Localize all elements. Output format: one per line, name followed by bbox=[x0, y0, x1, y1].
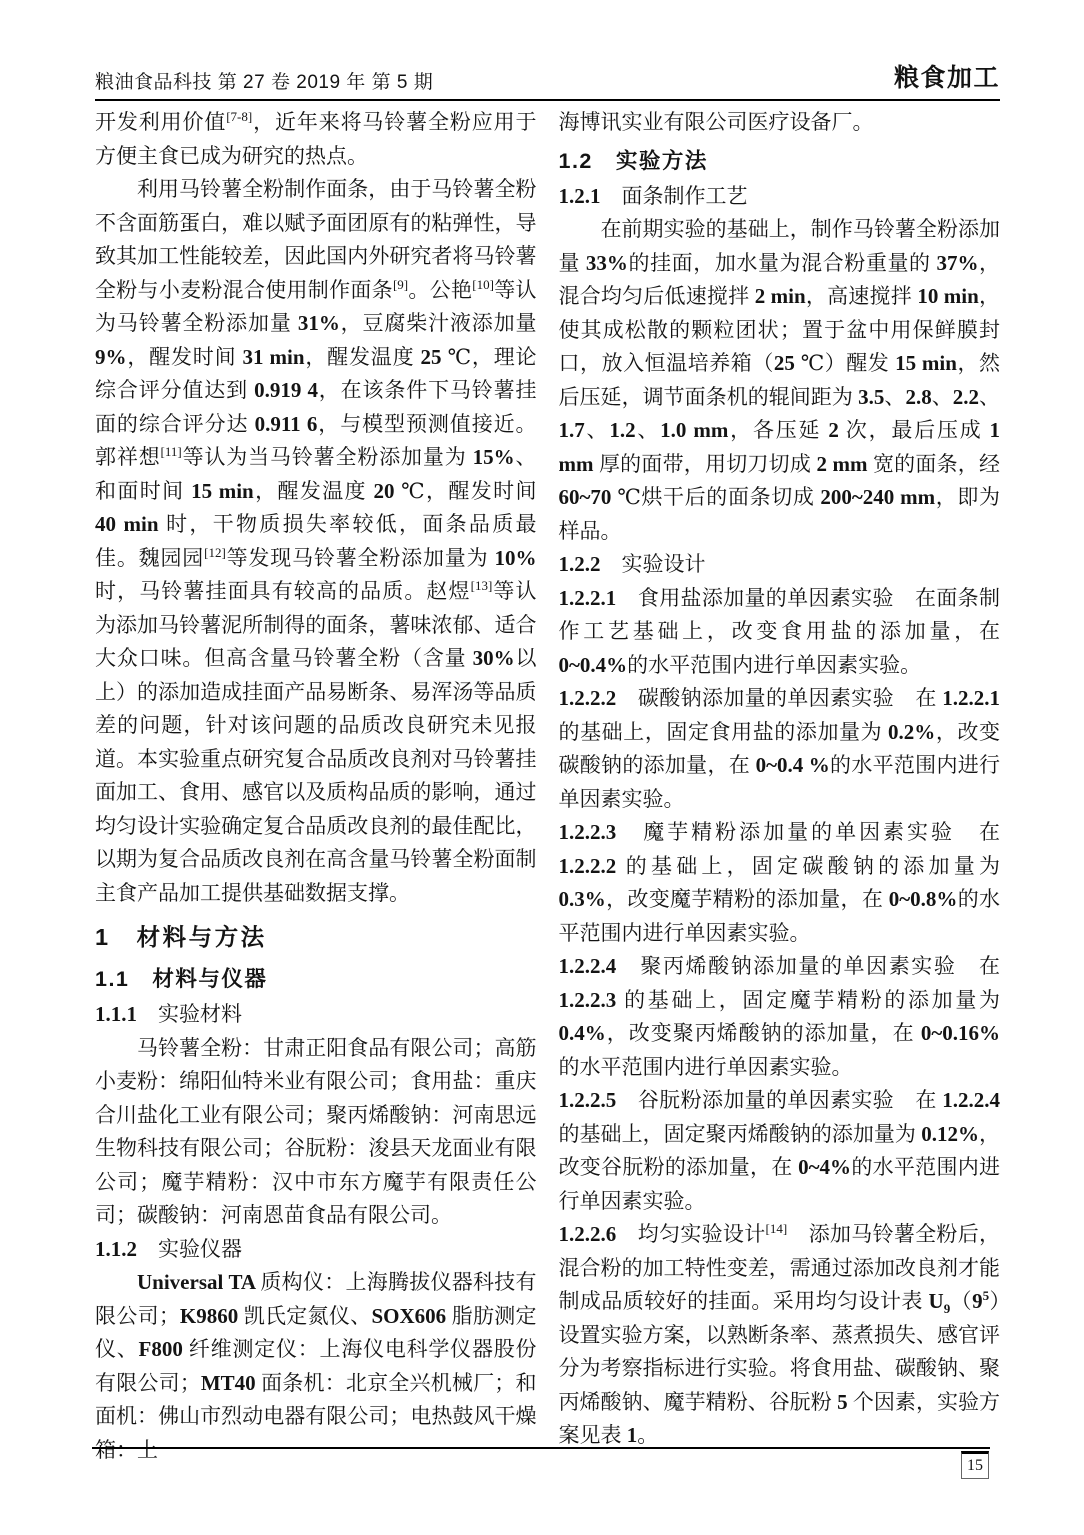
text-run: 1 材料与方法 bbox=[95, 924, 267, 950]
text-run: ℃烘干后的面条切成 bbox=[617, 485, 821, 510]
journal-section-label: 粮食加工 bbox=[893, 64, 1000, 92]
text-run: 、 bbox=[979, 384, 1001, 409]
text-run: 碳酸钠添加量的单因素实验 在 bbox=[616, 686, 943, 711]
text-run: 2.8 bbox=[905, 384, 932, 409]
text-run: 实验材料 bbox=[137, 1002, 242, 1027]
text-run: 谷朊粉添加量的单因素实验 在 bbox=[616, 1088, 943, 1113]
text-run: 等认为马铃薯全粉添加量 bbox=[95, 277, 537, 335]
text-run: 25 bbox=[773, 351, 801, 376]
text-run: 0.4% bbox=[558, 1021, 606, 1046]
text-run: 33% bbox=[585, 250, 628, 275]
text-run: 宽的面条，经 bbox=[867, 451, 1000, 476]
reference-superscript: [7-8] bbox=[226, 109, 253, 124]
text-run: 、 bbox=[884, 384, 906, 409]
text-run: 40 min bbox=[95, 512, 159, 536]
text-run: 9% bbox=[95, 344, 127, 369]
text-run: 个因素，实验方案见表 bbox=[558, 1389, 1001, 1448]
text-run: 1 mm bbox=[558, 418, 1001, 476]
text-run: 15 min bbox=[895, 351, 957, 376]
text-run: 添加马铃薯全粉后，混合粉的加工特性变差，需通过添加改良剂才能制成品质较好的挂面。采用均匀设计表 bbox=[558, 1222, 1000, 1314]
reference-superscript: [11] bbox=[160, 444, 182, 459]
text-run: 20 bbox=[373, 478, 402, 503]
text-run: ，改变谷朊粉的添加量，在 bbox=[558, 1121, 1001, 1180]
text-run: 次，最后压成 bbox=[838, 418, 990, 443]
text-run: 10% bbox=[494, 545, 537, 570]
text-run: ，各压延 bbox=[728, 418, 829, 443]
text-run: 等发现马铃薯全粉添加量为 bbox=[225, 545, 495, 570]
text-run: ，改变聚丙烯酸钠的添加量，在 bbox=[605, 1021, 921, 1046]
text-run: 。公艳 bbox=[408, 277, 473, 302]
text-run: 、和面时间 bbox=[95, 445, 537, 503]
paragraph bbox=[95, 106, 537, 173]
paragraph bbox=[559, 682, 1001, 816]
text-run: 、 bbox=[931, 384, 953, 409]
text-run: ，豆腐柴汁液添加量 bbox=[339, 311, 537, 335]
text-run: 1.0 mm bbox=[660, 418, 729, 443]
text-run: 1.2.2.2 bbox=[558, 686, 617, 711]
footer-rule bbox=[92, 1447, 990, 1449]
text-run: 纤维测定仪：上海仪电科学仪器股份有限公司； bbox=[95, 1337, 537, 1395]
text-run: U bbox=[928, 1289, 944, 1314]
two-column-body bbox=[95, 106, 1000, 1467]
text-run: ，近年来将马铃薯全粉应用于方便主食已成为研究的热点。 bbox=[95, 110, 537, 168]
section-heading bbox=[95, 998, 537, 1032]
text-run: 0~0.16% bbox=[920, 1021, 1000, 1046]
paragraph bbox=[559, 816, 1001, 950]
paragraph bbox=[95, 1266, 537, 1467]
text-run: 2.2 bbox=[952, 384, 979, 409]
text-run: 1.2.2.3 bbox=[558, 987, 617, 1012]
text-run: 1.1 材料与仪器 bbox=[95, 966, 268, 991]
page-header bbox=[95, 58, 1000, 101]
reference-superscript: [12] bbox=[204, 544, 226, 560]
text-run: ，高速搅拌 bbox=[805, 284, 918, 309]
text-run: 1.2.2.2 bbox=[558, 853, 617, 878]
text-run: 以上）的添加造成挂面产品易断条、易浑汤等品质差的问题，针对该问题的品质改良研究未见报道。本实验重点研究复合品质改良剂对马铃薯挂面加工、食用、感官以及质构品质的影响，通过均匀设计实验确定复合品质改良剂的最佳配比，以期为复合品质改良剂在高含量马铃薯全粉面制主食产品加工提供基础数据支撑。 bbox=[95, 646, 537, 905]
text-run: （ bbox=[950, 1289, 973, 1314]
text-run: 1.2.2.4 bbox=[942, 1088, 1000, 1113]
text-run: 1.2.2 bbox=[558, 552, 601, 577]
section-heading bbox=[95, 962, 537, 996]
text-run: 。 bbox=[637, 1423, 659, 1448]
text-run: SOX606 bbox=[371, 1303, 452, 1328]
paragraph bbox=[559, 950, 1001, 1084]
text-run: 的基础上，固定食用盐的添加量为 bbox=[558, 719, 889, 744]
text-run: 时，干物质损失率较低，面条品质最佳。魏园园 bbox=[95, 512, 537, 570]
text-run: 200~240 mm bbox=[820, 485, 936, 510]
text-run: 1.2.2.4 bbox=[558, 954, 617, 979]
text-run: 实验仪器 bbox=[137, 1236, 242, 1261]
section-heading bbox=[559, 548, 1001, 582]
text-run: 15% bbox=[472, 445, 515, 469]
text-run: ℃，醒发时间 bbox=[401, 478, 537, 503]
reference-superscript: [13] bbox=[470, 578, 493, 593]
text-run: 0~0.4% bbox=[558, 652, 628, 677]
text-run: 的基础上，固定聚丙烯酸钠的添加量为 bbox=[558, 1121, 922, 1146]
text-run: 的挂面，加水量为混合粉重量的 bbox=[627, 250, 937, 275]
text-run: 2 bbox=[828, 418, 839, 443]
text-run: 0.2% bbox=[888, 719, 936, 744]
text-run: 开发利用价值 bbox=[95, 110, 227, 134]
text-run: 聚丙烯酸钠添加量的单因素实验 在 bbox=[616, 954, 1000, 979]
text-run: ，使其成松散的颗粒团状；置于盆中用保鲜膜封口，放入恒温培养箱（ bbox=[558, 284, 1001, 376]
text-run: Universal TA bbox=[137, 1270, 261, 1295]
text-run: 9 bbox=[972, 1289, 983, 1314]
text-run: 的水平范围内进行单因素实验。 bbox=[558, 753, 1001, 811]
text-run: 1.2 实验方法 bbox=[558, 148, 708, 173]
text-run: 2 min bbox=[754, 284, 806, 309]
section-heading bbox=[559, 144, 1001, 178]
text-run: ，与模型预测值接近。郭祥想 bbox=[95, 411, 537, 469]
text-run: 1.1.2 bbox=[95, 1236, 137, 1261]
text-run: 31% bbox=[297, 311, 340, 335]
text-run: 魔芋精粉添加量的单因素实验 在 bbox=[616, 820, 1000, 845]
text-run: 海博讯实业有限公司医疗设备厂。 bbox=[558, 110, 874, 134]
text-run: 面条机：北京全兴机械厂；和面机：佛山市烈动电器有限公司；电热鼓风干燥箱：上 bbox=[95, 1370, 537, 1462]
text-run: 0~4% bbox=[798, 1155, 852, 1180]
text-run: 等认为当马铃薯全粉添加量为 bbox=[181, 445, 473, 469]
text-run: 60~70 bbox=[558, 485, 618, 510]
text-run: 实验设计 bbox=[600, 552, 706, 577]
paragraph bbox=[559, 106, 1001, 140]
text-run: 0.911 6 bbox=[254, 411, 318, 436]
paragraph bbox=[95, 1032, 537, 1233]
section-heading bbox=[95, 918, 537, 958]
paragraph bbox=[95, 173, 537, 910]
text-run: 37% bbox=[936, 250, 979, 275]
text-run: 1.2.2.6 bbox=[558, 1222, 617, 1247]
text-run: 1.2.2.1 bbox=[942, 686, 1000, 711]
reference-superscript: [10] bbox=[472, 276, 494, 292]
text-run: 食用盐添加量的单因素实验 在面条制作工艺基础上，改变食用盐的添加量，在 bbox=[558, 585, 1000, 644]
page-number: 15 bbox=[961, 1451, 989, 1479]
text-run: ℃，理论综合评分值达到 bbox=[95, 344, 537, 402]
paragraph bbox=[559, 1084, 1001, 1218]
text-run: ，醒发温度 bbox=[304, 344, 421, 369]
text-run: 的水平范围内进行单因素实验。 bbox=[627, 652, 922, 677]
journal-issue-line: 粮油食品科技 第 27 卷 2019 年 第 5 期 bbox=[95, 72, 434, 93]
text-run: 均匀实验设计 bbox=[616, 1222, 766, 1247]
text-run: 0~0.4 % bbox=[755, 753, 830, 778]
text-run: ，醒发时间 bbox=[126, 344, 243, 369]
reference-superscript: [9] bbox=[392, 276, 409, 292]
text-run: 、 bbox=[635, 418, 661, 443]
text-run: 1.1.1 bbox=[95, 1002, 137, 1027]
text-run: 10 min bbox=[917, 284, 979, 309]
text-run: 凯氏定氮仪、 bbox=[243, 1303, 372, 1328]
text-run: 0~0.8% bbox=[888, 887, 958, 912]
text-run: 脂肪测定仪、 bbox=[95, 1303, 537, 1362]
text-run: 面条制作工艺 bbox=[600, 183, 748, 208]
text-run: 31 min bbox=[242, 344, 305, 369]
text-run: 2 mm bbox=[816, 451, 868, 476]
text-run: ，在该条件下马铃薯挂面的综合评分达 bbox=[95, 378, 537, 436]
text-run: 30% bbox=[472, 646, 515, 670]
paragraph bbox=[559, 1218, 1001, 1453]
text-run: 5 bbox=[837, 1389, 848, 1414]
text-run: 、 bbox=[584, 418, 610, 443]
text-run: 的水平范围内进行单因素实验。 bbox=[558, 1054, 853, 1079]
text-run: ，即为样品。 bbox=[558, 485, 1001, 543]
paragraph bbox=[559, 582, 1001, 683]
text-run: 等认为添加马铃薯泥所制得的面条，薯味浓郁、适合大众口味。但高含量马铃薯全粉（含量 bbox=[95, 579, 537, 670]
left-column bbox=[95, 106, 537, 1467]
section-heading bbox=[95, 1233, 537, 1267]
text-run: ，醒发温度 bbox=[253, 478, 374, 503]
text-run: 利用马铃薯全粉制作面条，由于马铃薯全粉不含面筋蛋白，难以赋予面团原有的粘弹性，导致其加工性能较差，因此国内外研究者将马铃薯全粉与小麦粉混合使用制作面条 bbox=[95, 177, 537, 302]
text-run: 在前期实验的基础上，制作马铃薯全粉添加量 bbox=[558, 217, 1000, 275]
text-run: 马铃薯全粉：甘肃正阳食品有限公司；高筋小麦粉：绵阳仙特米业有限公司；食用盐：重庆合川盐化工业有限公司；聚丙烯酸钠：河南思远生物科技有限公司；谷朊粉：浚县天龙面业有限公司；魔芋精粉：汉中市东方魔芋有限责任公司；碳酸钠：河南恩苗食品有限公司。 bbox=[95, 1035, 537, 1228]
text-run: 0.12% bbox=[921, 1121, 979, 1146]
text-run: ，改变碳酸钠的添加量，在 bbox=[558, 719, 1001, 778]
text-run: 3.5 bbox=[858, 384, 885, 409]
text-run: 1.2.2.3 bbox=[558, 820, 617, 845]
text-run: 的水平范围内进行单因素实验。 bbox=[558, 1155, 1001, 1213]
text-run: 5 bbox=[982, 1288, 990, 1304]
text-run: ℃）醒发 bbox=[800, 351, 896, 376]
text-run: 时，马铃薯挂面具有较高的品质。赵煜 bbox=[95, 579, 471, 603]
text-run: 厚的面带，用切刀切成 bbox=[593, 451, 817, 476]
text-run: 1.2.2.1 bbox=[558, 585, 617, 610]
text-run: K9860 bbox=[179, 1303, 244, 1328]
section-heading bbox=[559, 180, 1001, 214]
text-run: MT40 bbox=[200, 1370, 262, 1395]
paragraph bbox=[559, 213, 1001, 548]
text-run: 15 min bbox=[191, 478, 254, 503]
text-run: 0.919 4 bbox=[254, 378, 318, 402]
text-run: 25 bbox=[420, 344, 448, 369]
text-run: ，然后压延，调节面条机的辊间距为 bbox=[558, 351, 1000, 409]
text-run: 1.2.1 bbox=[558, 183, 601, 208]
text-run: 的基础上，固定碳酸钠的添加量为 bbox=[616, 853, 1000, 878]
text-run: ，混合均匀后低速搅拌 bbox=[558, 250, 1001, 309]
text-run: F800 bbox=[138, 1337, 189, 1362]
text-run: 9 bbox=[943, 1301, 951, 1317]
text-run: 质构仪：上海腾拔仪器科技有限公司； bbox=[95, 1270, 537, 1328]
text-run: ）设置实验方案，以熟断条率、蒸煮损失、感官评分为考察指标进行实验。将食用盐、碳酸钠、聚丙烯酸钠、魔芋精粉、谷朊粉 bbox=[558, 1289, 1001, 1414]
text-run: 的基础上，固定魔芋精粉的添加量为 bbox=[616, 987, 1000, 1012]
text-run: 1.2.2.5 bbox=[558, 1088, 617, 1113]
text-run: 1 bbox=[626, 1423, 638, 1448]
text-run: 的水平范围内进行单因素实验。 bbox=[558, 887, 1001, 945]
text-run: 0.3% bbox=[558, 887, 606, 912]
text-run: 1.7 bbox=[558, 418, 585, 443]
reference-superscript: [14] bbox=[765, 1221, 788, 1237]
text-run: 1.2 bbox=[609, 418, 636, 443]
text-run: ，改变魔芋精粉的添加量，在 bbox=[605, 887, 889, 912]
right-column bbox=[559, 106, 1001, 1467]
